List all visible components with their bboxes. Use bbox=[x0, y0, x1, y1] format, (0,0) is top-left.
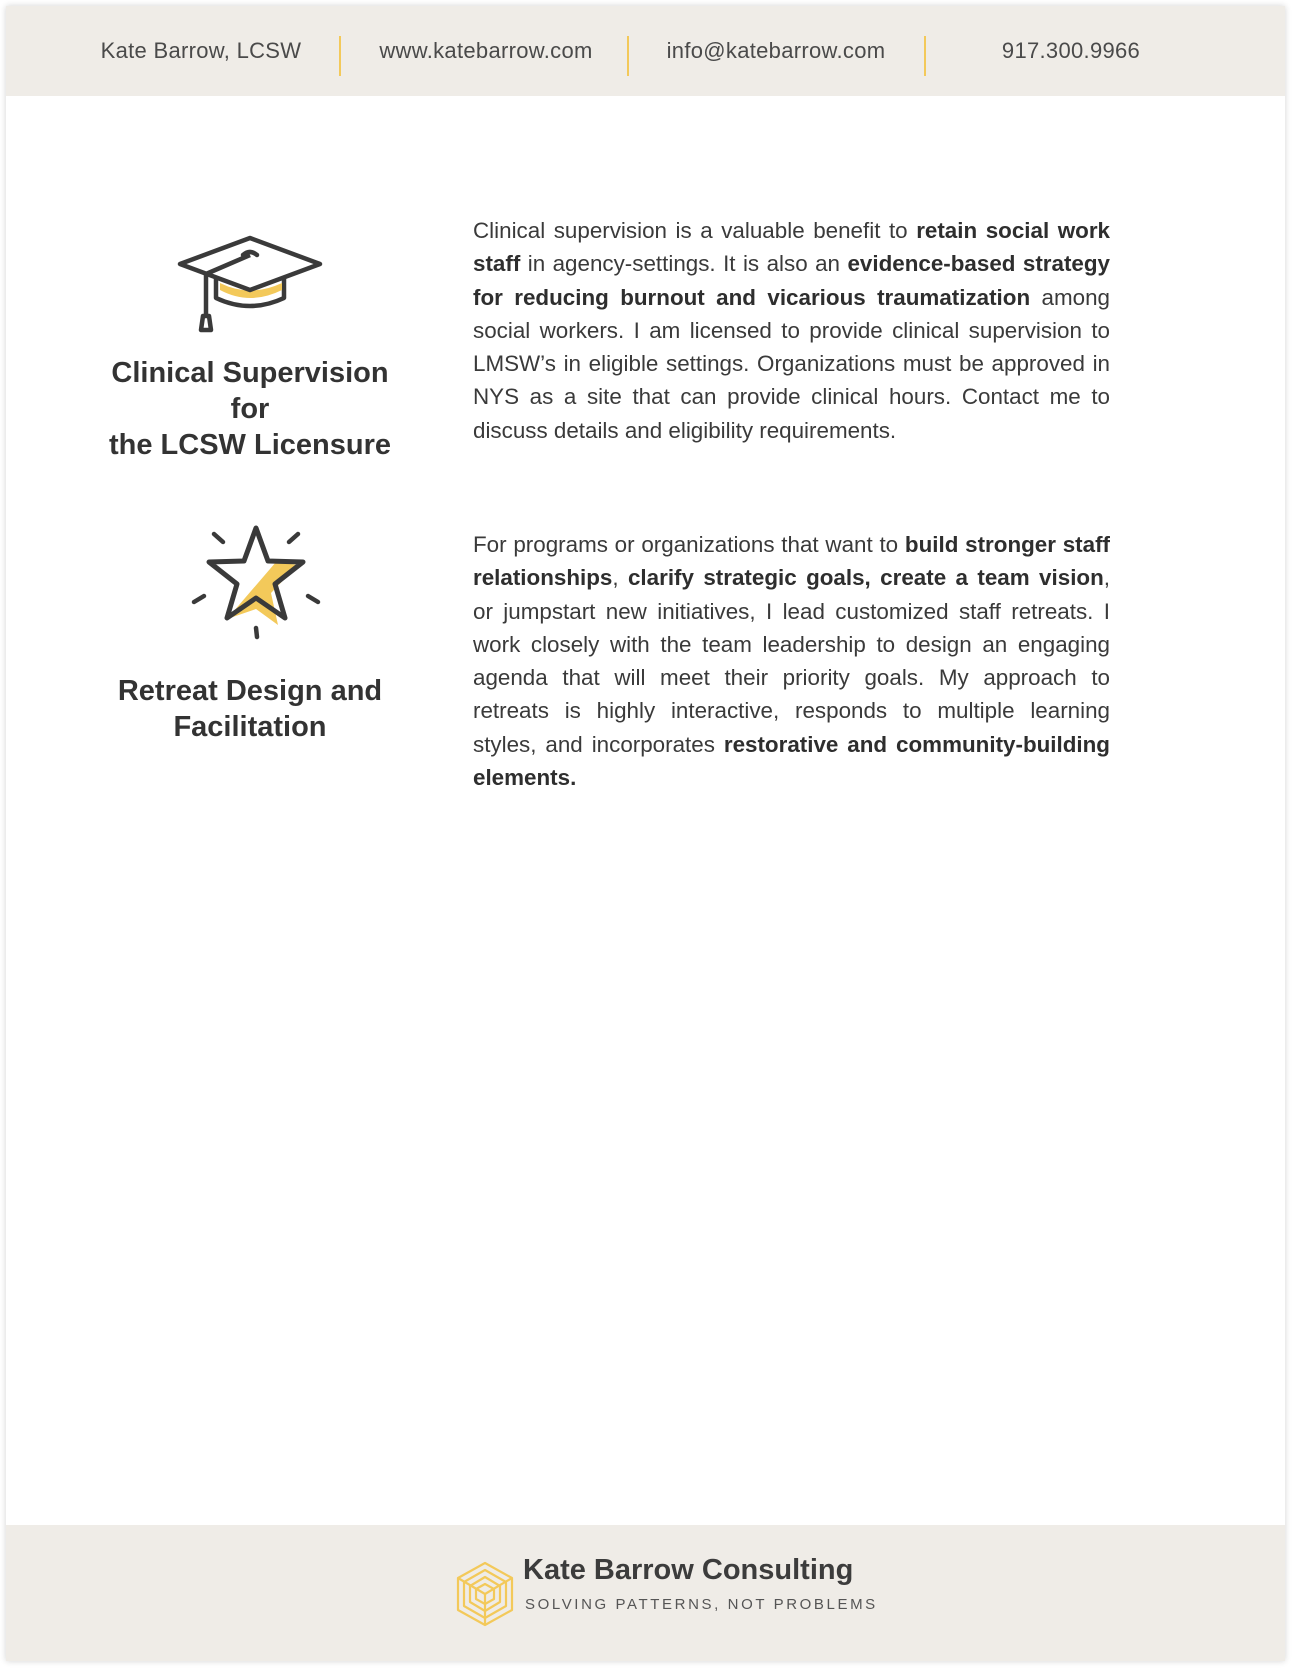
body-text-run: , or jumpstart new initiatives, I lead customized staff retreats. I work closely with the team leadership to design an engaging agenda that will meet their priority goals. My approach to retreats is highly interactive, responds to multiple learning styles, and incorporates bbox=[473, 565, 1110, 757]
body-text-run: in agency-settings. It is also an bbox=[520, 251, 848, 277]
emphasis-text: clarify strategic goals, create a team vision bbox=[627, 565, 1104, 591]
section-title-retreat bbox=[90, 673, 410, 745]
emphasis-text: retain social work staff bbox=[473, 218, 1110, 277]
title-line: the LCSW Licensure bbox=[109, 429, 391, 461]
header-divider bbox=[339, 36, 341, 76]
brand-tagline: SOLVING PATTERNS, NOT PROBLEMS bbox=[525, 1596, 878, 1613]
header-divider bbox=[627, 36, 629, 76]
emphasis-text: restorative and community-building elements. bbox=[473, 731, 1110, 791]
contact-website[interactable]: www.katebarrow.com bbox=[379, 38, 593, 63]
star-icon bbox=[186, 520, 326, 646]
contact-name: Kate Barrow, LCSW bbox=[100, 38, 302, 63]
contact-header bbox=[6, 6, 1285, 96]
contact-phone: 917.300.9966 bbox=[1001, 38, 1141, 63]
body-text-run: among social workers. I am licensed to provide clinical supervision to LMSW’s in eligible settings. Organizations must be approved in NYS as a site that can provide clinical hours. Contact me to discuss details and eligibility requirements. bbox=[473, 284, 1110, 443]
title-line: Facilitation bbox=[173, 711, 327, 743]
hexagon-logo-icon bbox=[455, 1561, 515, 1627]
title-line: Clinical Supervision for bbox=[111, 357, 389, 425]
section-body-retreat bbox=[473, 528, 1110, 794]
body-text-run: For programs or organizations that want to bbox=[473, 532, 905, 557]
section-body-supervision bbox=[473, 214, 1110, 447]
body-text-run: , bbox=[612, 565, 628, 591]
brand-name: Kate Barrow Consulting bbox=[523, 1554, 854, 1586]
body-text-run: Clinical supervision is a valuable benefit to bbox=[473, 218, 917, 243]
header-divider bbox=[924, 36, 926, 76]
brand-footer bbox=[6, 1525, 1285, 1661]
section-title-supervision bbox=[90, 355, 410, 463]
emphasis-text: build stronger staff relationships bbox=[473, 532, 1110, 591]
graduation-cap-icon bbox=[176, 232, 326, 336]
contact-email[interactable]: info@katebarrow.com bbox=[666, 38, 886, 63]
document-page bbox=[6, 6, 1285, 1661]
title-line: Retreat Design and bbox=[117, 675, 383, 707]
emphasis-text: evidence-based strategy for reducing burnout and vicarious traumatization bbox=[473, 251, 1110, 310]
